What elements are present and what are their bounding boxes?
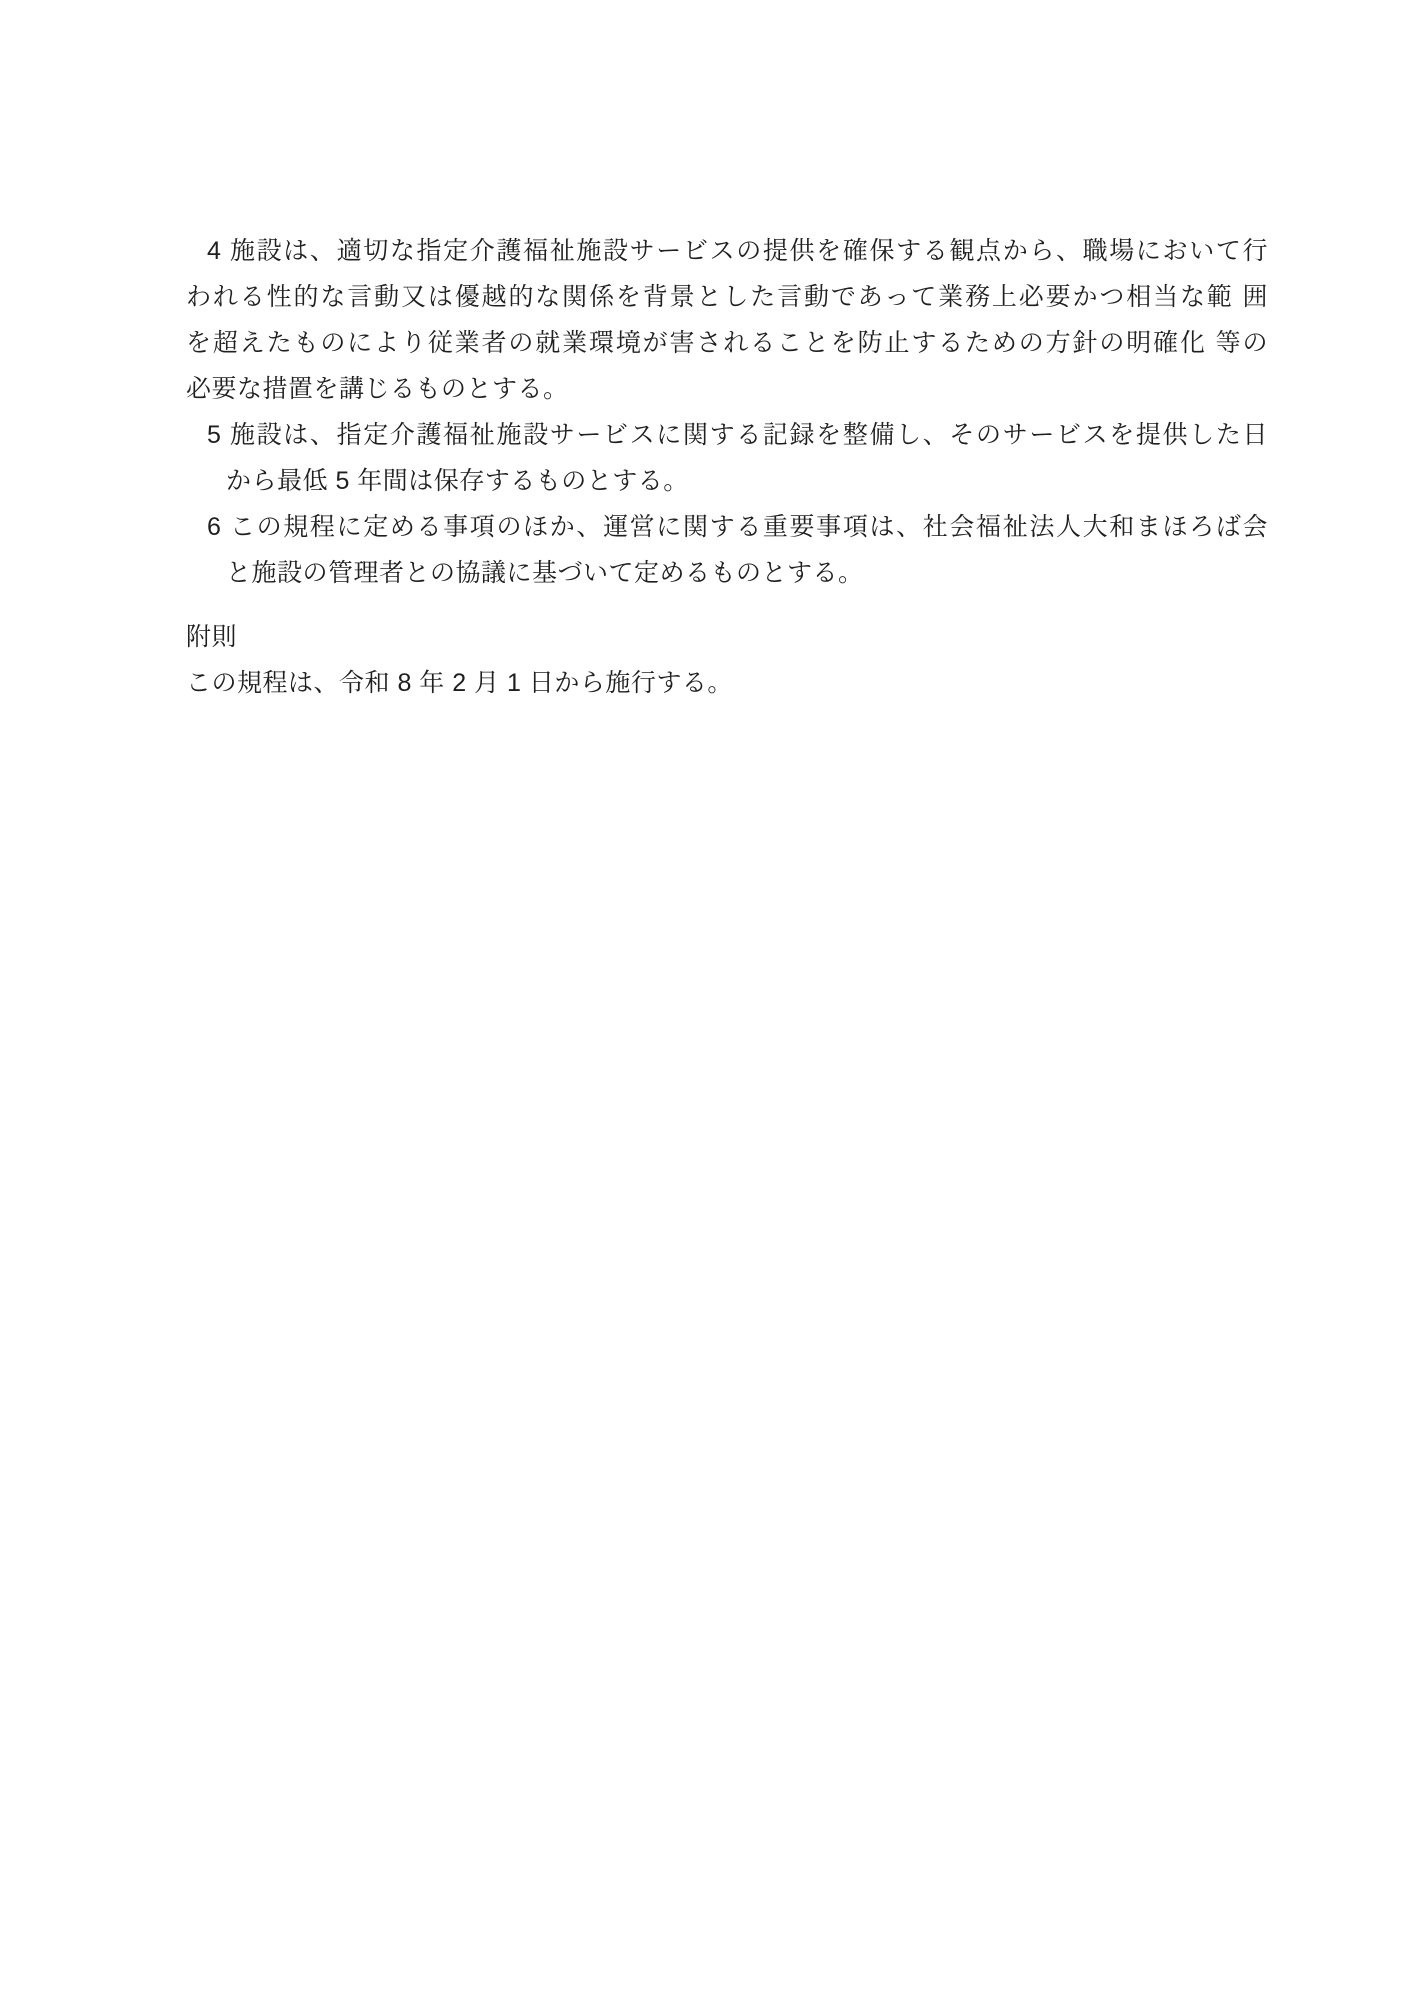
appendix-effective-date: この規程は、令和 8 年 2 月 1 日から施行する。 [186, 669, 733, 697]
appendix-section [186, 614, 1268, 706]
appendix-heading: 附則 [186, 623, 238, 651]
clause-4-line-1: 4 施設は、適切な指定介護福祉施設サービスの提供を確保する観点から、職場において行 [207, 237, 1268, 265]
clause-6 [186, 504, 1268, 596]
clause-5 [186, 412, 1268, 504]
clause-6-line-1: 6 この規程に定める事項のほか、運営に関する重要事項は、社会福祉法人大和まほろば会 [207, 513, 1268, 541]
clause-4-line-3: を超えたものにより従業者の就業環境が害されることを防止するための方針の明確化 等の [186, 329, 1268, 357]
clause-4-line-2: われる性的な言動又は優越的な関係を背景とした言動であって業務上必要かつ相当な範 囲 [186, 283, 1268, 311]
clause-4-line-4: 必要な措置を講じるものとする。 [186, 375, 569, 403]
clause-5-line-2: から最低 5 年間は保存するものとする。 [226, 467, 689, 495]
regulation-text-block [186, 228, 1268, 706]
clause-5-line-1: 5 施設は、指定介護福祉施設サービスに関する記録を整備し、そのサービスを提供した日 [207, 421, 1268, 449]
clause-4 [186, 228, 1268, 412]
clause-6-line-2: と施設の管理者との協議に基づいて定めるものとする。 [226, 559, 864, 587]
